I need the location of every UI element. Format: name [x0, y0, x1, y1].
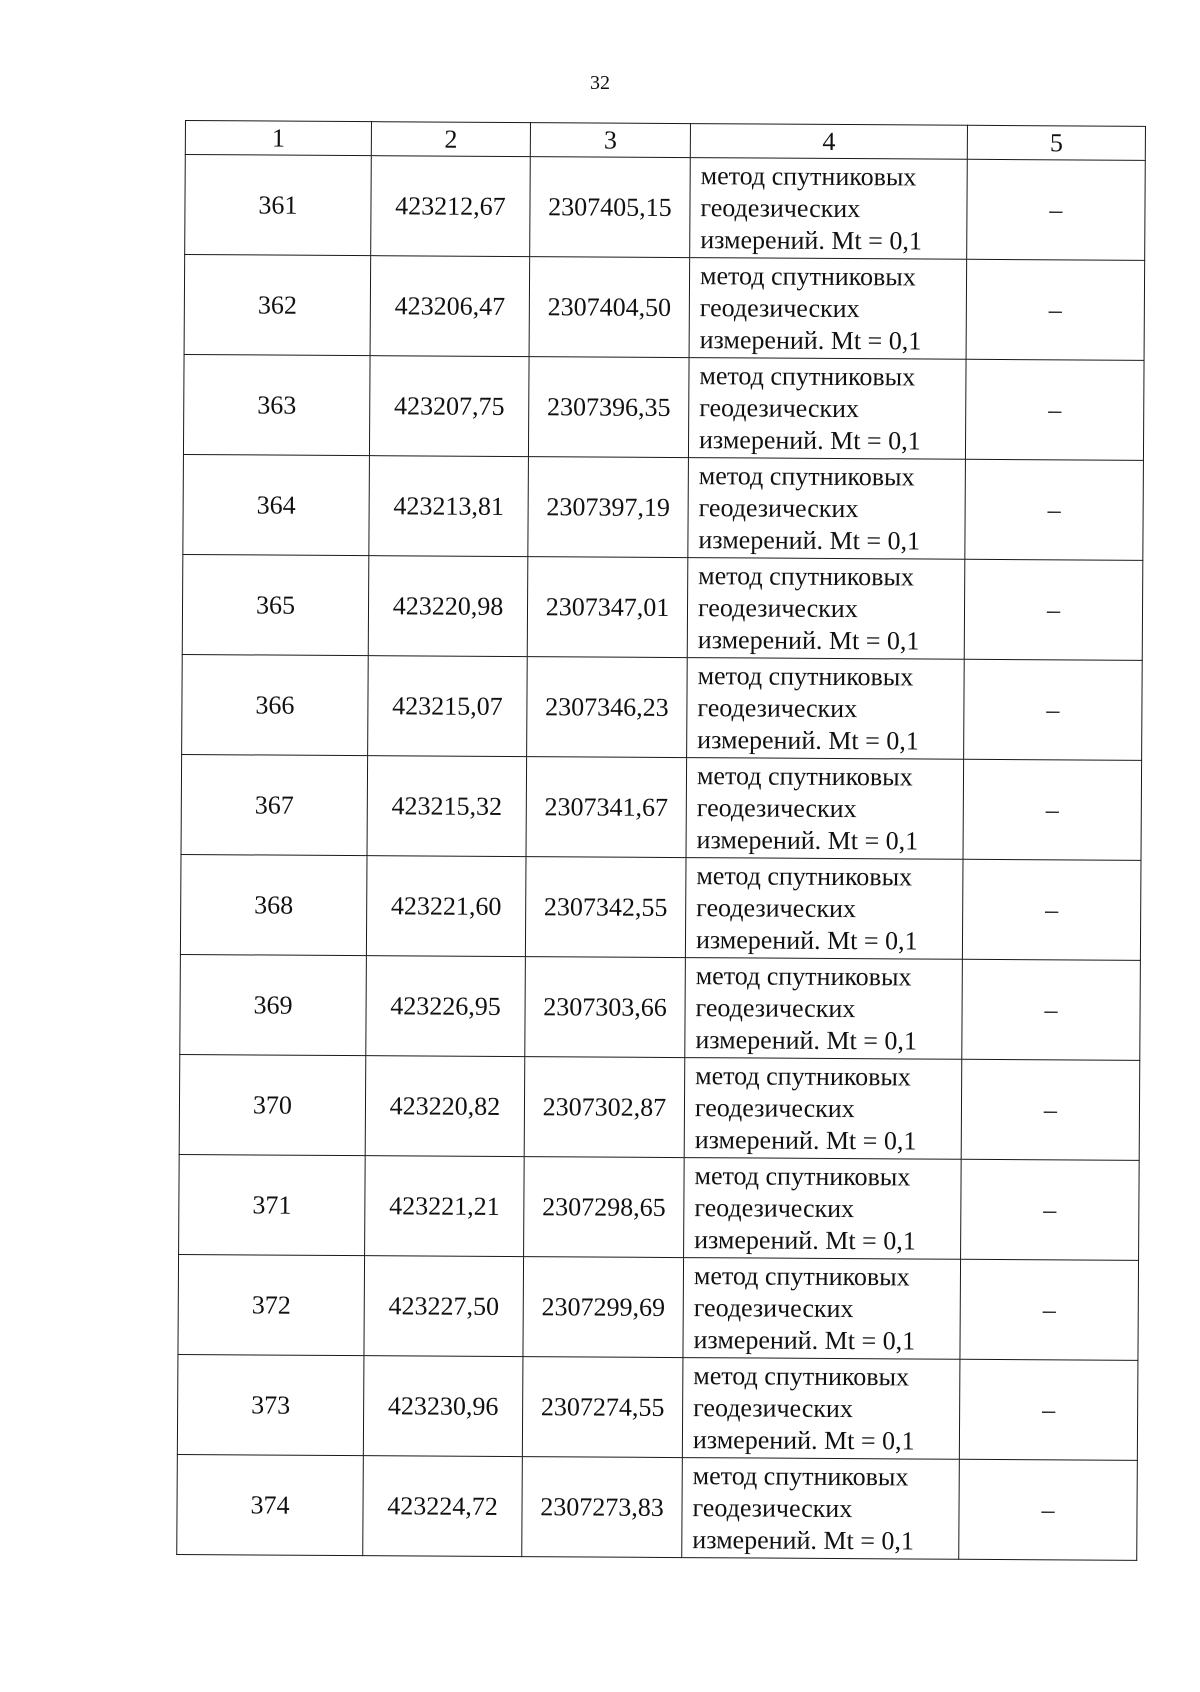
note-cell: – [961, 1159, 1140, 1260]
header-col-2: 2 [371, 122, 530, 157]
point-number-cell: 363 [183, 354, 370, 455]
method-line: измерений. Mt = 0,1 [694, 1124, 917, 1155]
note-cell: – [962, 859, 1141, 960]
point-number-cell: 369 [180, 954, 367, 1055]
y-coordinate-cell: 2307341,67 [526, 757, 687, 858]
y-coordinate-cell: 2307273,83 [522, 1457, 683, 1558]
y-coordinate-cell: 2307396,35 [528, 357, 689, 458]
x-coordinate-cell: 423212,67 [371, 156, 531, 257]
table-row [179, 1154, 1140, 1260]
method-cell [686, 758, 964, 860]
point-number-cell: 371 [179, 1154, 366, 1255]
y-coordinate-cell: 2307342,55 [525, 857, 686, 958]
method-line: геодезических [697, 692, 858, 723]
method-line: измерений. Mt = 0,1 [695, 1024, 918, 1055]
method-line: измерений. Mt = 0,1 [697, 724, 919, 755]
method-line: измерений. Mt = 0,1 [695, 924, 918, 955]
method-line: метод спутниковых [694, 1160, 911, 1191]
method-cell [684, 1158, 962, 1260]
method-line: геодезических [699, 392, 860, 423]
method-line: геодезических [697, 592, 858, 623]
method-line: геодезических [692, 1492, 853, 1523]
y-coordinate-cell: 2307347,01 [527, 557, 688, 658]
method-line: геодезических [694, 1092, 855, 1123]
table-row [181, 754, 1142, 860]
method-cell [682, 1458, 960, 1560]
method-line: геодезических [695, 992, 856, 1023]
method-line: геодезических [693, 1292, 854, 1323]
point-number-cell: 361 [185, 155, 372, 256]
y-coordinate-cell: 2307299,69 [523, 1257, 684, 1358]
point-number-cell: 372 [178, 1254, 365, 1355]
point-number-cell: 367 [181, 754, 368, 855]
x-coordinate-cell: 423215,32 [367, 756, 527, 857]
method-line: геодезических [698, 492, 859, 523]
method-line: измерений. Mt = 0,1 [699, 324, 922, 356]
method-line: измерений. Mt = 0,1 [693, 1324, 916, 1355]
method-cell [685, 858, 963, 960]
y-coordinate-cell: 2307397,19 [528, 457, 689, 558]
method-line: метод спутниковых [698, 460, 915, 491]
method-line: измерений. Mt = 0,1 [696, 824, 919, 855]
method-line: метод спутниковых [695, 1060, 911, 1091]
point-number-cell: 365 [182, 554, 369, 655]
y-coordinate-cell: 2307346,23 [527, 657, 688, 758]
note-cell: – [963, 759, 1142, 860]
header-col-1: 1 [185, 121, 371, 156]
point-number-cell: 370 [179, 1054, 366, 1155]
method-line: геодезических [693, 1392, 853, 1423]
method-cell [685, 958, 963, 1060]
method-line: измерений. Mt = 0,1 [698, 524, 921, 555]
method-line: геодезических [696, 792, 857, 823]
table-row [177, 1354, 1138, 1460]
method-cell [688, 358, 966, 460]
table-row [183, 354, 1144, 460]
table-row [183, 454, 1144, 560]
page-number: 32 [590, 72, 610, 94]
note-cell: – [964, 659, 1143, 760]
table-row [178, 1254, 1139, 1360]
note-cell: – [959, 1359, 1138, 1460]
x-coordinate-cell: 423230,96 [363, 1356, 523, 1457]
method-line: метод спутниковых [693, 1260, 910, 1291]
y-coordinate-cell: 2307404,50 [529, 257, 690, 358]
note-cell: – [965, 359, 1144, 460]
point-number-cell: 373 [177, 1354, 364, 1455]
method-line: измерений. Mt = 0,1 [692, 1524, 915, 1555]
method-line: геодезических [700, 192, 861, 223]
method-cell [689, 258, 967, 360]
method-line: метод спутниковых [696, 860, 913, 891]
table-body [177, 155, 1146, 1561]
method-line: метод спутниковых [696, 760, 913, 791]
method-line: метод спутниковых [692, 1460, 909, 1491]
point-number-cell: 366 [182, 654, 369, 755]
point-number-cell: 374 [177, 1454, 364, 1555]
method-line: метод спутниковых [698, 560, 915, 591]
x-coordinate-cell: 423221,60 [366, 856, 526, 957]
header-row [185, 121, 1145, 161]
table-row [182, 554, 1143, 660]
note-cell: – [966, 259, 1145, 360]
table-row [177, 1454, 1138, 1560]
point-number-cell: 368 [180, 854, 367, 955]
note-cell: – [961, 1059, 1140, 1160]
note-cell: – [959, 1459, 1138, 1560]
x-coordinate-cell: 423220,82 [365, 1056, 525, 1157]
y-coordinate-cell: 2307303,66 [525, 957, 686, 1058]
point-number-cell: 364 [183, 454, 370, 555]
note-cell: – [965, 459, 1144, 560]
header-col-4: 4 [690, 124, 967, 160]
method-cell [687, 558, 965, 660]
method-line: метод спутниковых [700, 160, 917, 191]
method-cell [688, 458, 966, 560]
x-coordinate-cell: 423220,98 [368, 556, 528, 657]
method-line: измерений. Mt = 0,1 [694, 1224, 916, 1255]
x-coordinate-cell: 423213,81 [369, 456, 529, 557]
note-cell: – [964, 559, 1143, 660]
note-cell: – [960, 1259, 1139, 1360]
point-number-cell: 362 [184, 255, 371, 356]
x-coordinate-cell: 423206,47 [370, 256, 530, 357]
method-line: измерений. Mt = 0,1 [698, 424, 921, 455]
table-row [184, 255, 1145, 361]
coordinates-table [176, 120, 1146, 1561]
table-row [182, 654, 1143, 760]
method-line: метод спутниковых [693, 1360, 910, 1391]
method-line: измерений. Mt = 0,1 [697, 624, 920, 655]
method-line: измерений. Mt = 0,1 [700, 224, 922, 256]
table-row [179, 1054, 1140, 1160]
method-cell [690, 158, 968, 260]
method-cell [684, 1058, 962, 1160]
method-cell [682, 1358, 960, 1460]
x-coordinate-cell: 423224,72 [363, 1456, 523, 1557]
header-col-3: 3 [530, 123, 690, 158]
header-col-5: 5 [967, 125, 1145, 160]
method-line: метод спутниковых [695, 960, 912, 991]
note-cell: – [967, 159, 1146, 260]
y-coordinate-cell: 2307405,15 [530, 157, 691, 258]
table-row [185, 155, 1146, 261]
method-line: геодезических [696, 892, 857, 923]
y-coordinate-cell: 2307298,65 [524, 1157, 685, 1258]
method-line: геодезических [694, 1192, 855, 1223]
table-row [180, 954, 1141, 1060]
method-line: метод спутниковых [699, 260, 916, 291]
x-coordinate-cell: 423207,75 [369, 356, 529, 457]
method-line: метод спутниковых [699, 360, 916, 391]
table-row [180, 854, 1141, 960]
y-coordinate-cell: 2307274,55 [522, 1357, 683, 1458]
x-coordinate-cell: 423226,95 [366, 956, 526, 1057]
method-line: метод спутниковых [697, 660, 914, 691]
method-line: измерений. Mt = 0,1 [692, 1424, 915, 1455]
x-coordinate-cell: 423221,21 [365, 1156, 525, 1257]
method-line: геодезических [699, 292, 860, 323]
y-coordinate-cell: 2307302,87 [524, 1057, 685, 1158]
x-coordinate-cell: 423227,50 [364, 1256, 524, 1357]
method-cell [687, 658, 965, 760]
method-cell [683, 1258, 961, 1360]
note-cell: – [962, 959, 1141, 1060]
x-coordinate-cell: 423215,07 [368, 656, 528, 757]
